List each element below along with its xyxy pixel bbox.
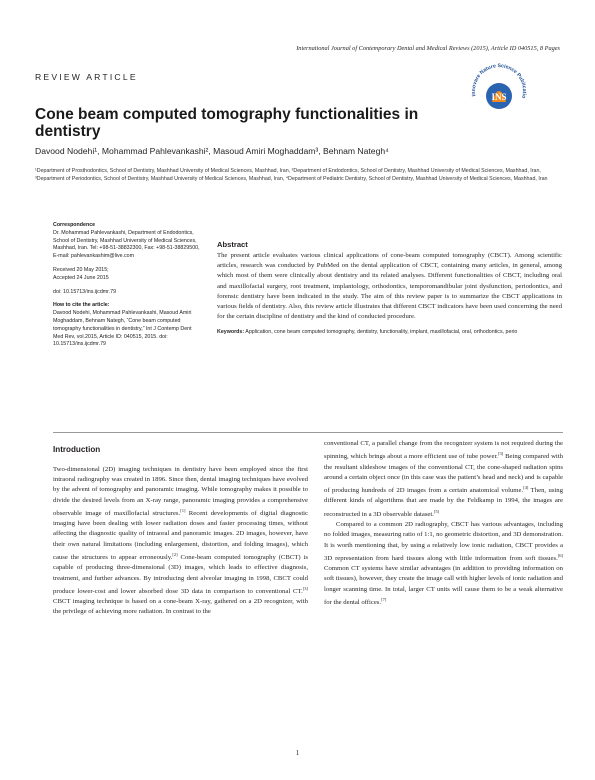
section-divider xyxy=(53,432,563,433)
paper-title: Cone beam computed tomography functionalities in dentistry xyxy=(35,106,419,140)
right-column-text xyxy=(324,439,563,608)
keywords-text: Application, cone beam computed tomography, dentistry, functionality, implant, maxillofacial, oral, orthodontics, perio xyxy=(245,329,518,336)
cite-text: Davood Nodehi, Mohammad Pahlevankashi, Masoud Amiri Moghaddam, Behnam Nategh, “Cone beam computed tomography functionalities in dentistry,” Int J Contemp Dent Med Rev, vol.2015, Article ID: 040515, 2015. doi: 10.15713/ins.ijcdmr.79 xyxy=(53,310,192,348)
page-number: 1 xyxy=(295,749,300,757)
svg-text:INS: INS xyxy=(491,92,507,102)
publisher-logo xyxy=(468,62,530,124)
abstract-text: The present article evaluates various clinical applications of cone-beam computed tomography (CBCT). Among scientific articles, research was conducted by PubMed on the dental application of CBCT, containing many articles, in general, among which most of them were clinically about dentistry and its related analyses. Different functionalities of CBCT, including oral and maxillofacial surgery, root treatment, implantology, orthodontics, temporomandibular joint dysfunction, periodontics, and forensic dentistry have been indicated in the study. The aim of this review paper is to summarize the CBCT applications in various fields of dentistry. Also, this review article illustrates that different CBCT indicators have been used concerning the need for the certain discipline of dentistry and the kind of conducted procedure. xyxy=(217,252,562,321)
citation-ref[interactable]: [3] xyxy=(302,585,308,591)
intro-paragraph-2: Compared to a common 2D radiography, CBCT has various advantages, including no folded images, measuring ratio of 1:1, no geometric distortion, and 3D demonstration. It is worth mentioning that, by using a relatively low ionic radiation, CBCT provides a 3D representation from hard tissues along with little information from soft tissues.[6] Common CT systems have similar advantages (in addition to providing information on soft tissues), however, they create the image call with higher levels of ionic radiation and longer scanning time. In total, larger CT units will cause them to be a weak alternative for the dental offices.[7] xyxy=(324,521,563,607)
author-list: Davood Nodehi¹, Mohammad Pahlevankashi², Masoud Amiri Moghaddam³, Behnam Nategh⁴ xyxy=(35,146,389,156)
left-column-text xyxy=(53,465,308,618)
abstract-heading: Abstract xyxy=(217,240,248,249)
introduction-heading: Introduction xyxy=(53,445,101,454)
citation-ref[interactable]: [4] xyxy=(523,485,529,491)
affiliations: ¹Department of Prosthodontics, School of Dentistry, Mashhad University of Medical Sciences, Mashhad, Iran, ²Department of Endodontics, School of Dentistry, Mashhad University of Medical Sciences, Mashhad, Iran, ³Department of Periodontics, School of Dentistry, Mashhad University of Medical Sciences, Mashhad, Iran, ⁴Department of Pediatric Dentistry, School of Dentistry, Mashhad University of Medical Sciences, Mashhad, Iran xyxy=(35,168,548,183)
received-date: Received 20 May 2015; xyxy=(53,266,109,273)
citation-ref[interactable]: [7] xyxy=(381,596,387,602)
accepted-date: Accepted 24 June 2015 xyxy=(53,274,109,281)
journal-citation-line: International Journal of Contemporary Dental and Medical Reviews (2015), Article ID 040515, 8 Pages xyxy=(296,45,560,52)
keywords-label: Keywords: xyxy=(217,329,245,336)
citation-ref[interactable]: [5] xyxy=(433,508,440,514)
cite-heading: How to cite the article: xyxy=(53,302,110,309)
correspondence-heading: Correspondence xyxy=(53,222,96,228)
intro-paragraph-1: Two-dimensional (2D) imaging techniques in dentistry have been employed since the first intraoral radiography was created in 1896. Since then, dental imaging techniques have evolved by the advent of tomography and panoramic imaging. While tomography makes it possible to divide the desired levels from an X-ray range, panoramic imaging provides a comprehensive observable image of maxillofacial structures.[1] Recent developments of digital diagnostic imaging have been dealing with lower radiation doses and faster processing times, without affecting the diagnostic quality of intraoral and panoramic images. 2D images, however, have their own natural limitations (including enlargement, distortion, and folding images), which cause the structures to appear erroneously.[2] Cone-beam computed tomography (CBCT) is capable of producing three-dimensional (3D) images, which leads to effective diagnosis, treatment, and further advances. By introducing dent alveolar imaging in 1998, CBCT could produce lower-cost and lower absorbed dose 3D data in comparison to conventional CT.[3] CBCT imaging technique is based on a cone-beam X-ray, gathered on a 2D recognizer, with the privilege of achieving more radiation. In contrast to the xyxy=(53,466,309,616)
correspondence-text: Dr. Mohammad Pahlevankashi, Department of Endodontics, School of Dentistry, Mashhad University of Medical Sciences, Mashhad, Iran. Tel: +98-51-38832300, Fax: +98-51-38829500, E-mail: pahlevankashim@live.com xyxy=(53,229,200,260)
keywords-line xyxy=(217,328,562,337)
abstract-section xyxy=(217,240,562,337)
article-info-sidebar xyxy=(53,222,203,349)
svg-text:Innovare Nature Science Public: Innovare Nature Science Publicatio xyxy=(470,63,528,99)
citation-ref[interactable]: [6] xyxy=(557,552,563,558)
citation-ref[interactable]: [2] xyxy=(172,551,178,557)
doi-text: doi: 10.15713/ins.ijcdmr.79 xyxy=(53,288,117,295)
intro-paragraph-1-cont: conventional CT, a parallel change from the recognizer system is not required during the spinning, which brings about a more efficient use of tube power.[3] Being compared with the resultant slideshow images of the conventional CT, the cone-shaped radiation spins around a certain object once (in this case was the patient’s head and neck) and is capable of producing hundreds of 2D images from a certain anatomical volume.[4] Then, using different kinds of algorithms that are made by the Feldkamp in 1994, the images are reconstructed in a 3D observable dataset.[5] xyxy=(324,440,563,518)
article-type-label: REVIEW ARTICLE xyxy=(35,72,138,82)
citation-ref[interactable]: [3] xyxy=(497,451,504,457)
citation-ref[interactable]: [1] xyxy=(180,507,186,513)
